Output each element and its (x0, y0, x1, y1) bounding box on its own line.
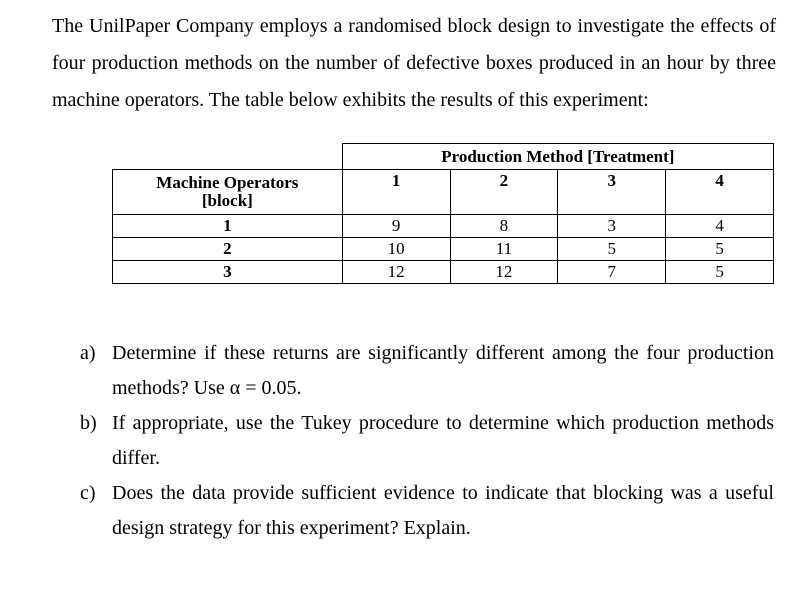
question-text: If appropriate, use the Tukey procedure to determine which production methods differ. (112, 412, 774, 469)
question-list (80, 336, 774, 546)
value-cell: 8 (450, 215, 558, 238)
value-cell: 5 (558, 238, 666, 261)
value-cell: 3 (558, 215, 666, 238)
method-header-2: 2 (450, 170, 558, 215)
question-marker: c) (80, 482, 96, 504)
table-row (113, 238, 774, 261)
table-header-row-methods (113, 170, 774, 215)
question-marker: a) (80, 342, 96, 364)
question-text: Determine if these returns are significantly different among the four production methods? Use α = 0.05. (112, 342, 774, 399)
table-row (113, 215, 774, 238)
treatment-header: Production Method [Treatment] (342, 144, 773, 170)
problem-intro: The UnilPaper Company employs a randomised block design to investigate the effects of four production methods on the number of defective boxes produced in an hour by three machine operators. The table below exhibits the results of this experiment: (52, 15, 776, 111)
block-header-line1: Machine Operators (156, 173, 299, 192)
table-row (113, 261, 774, 284)
method-header-1: 1 (342, 170, 450, 215)
question-c (80, 476, 774, 546)
empty-corner-cell (113, 144, 343, 170)
table-header-row-treatment (113, 144, 774, 170)
value-cell: 12 (450, 261, 558, 284)
results-table (112, 143, 774, 284)
value-cell: 10 (342, 238, 450, 261)
block-header (113, 170, 343, 215)
block-header-line2: [block] (201, 191, 253, 210)
operator-cell: 2 (113, 238, 343, 261)
value-cell: 11 (450, 238, 558, 261)
value-cell: 9 (342, 215, 450, 238)
method-header-3: 3 (558, 170, 666, 215)
question-b (80, 406, 774, 476)
question-text: Does the data provide sufficient evidence to indicate that blocking was a useful design strategy for this experiment? Explain. (112, 482, 774, 539)
operator-cell: 3 (113, 261, 343, 284)
value-cell: 4 (666, 215, 774, 238)
value-cell: 5 (666, 238, 774, 261)
value-cell: 12 (342, 261, 450, 284)
operator-cell: 1 (113, 215, 343, 238)
question-marker: b) (80, 412, 97, 434)
value-cell: 7 (558, 261, 666, 284)
question-a (80, 336, 774, 406)
value-cell: 5 (666, 261, 774, 284)
method-header-4: 4 (666, 170, 774, 215)
